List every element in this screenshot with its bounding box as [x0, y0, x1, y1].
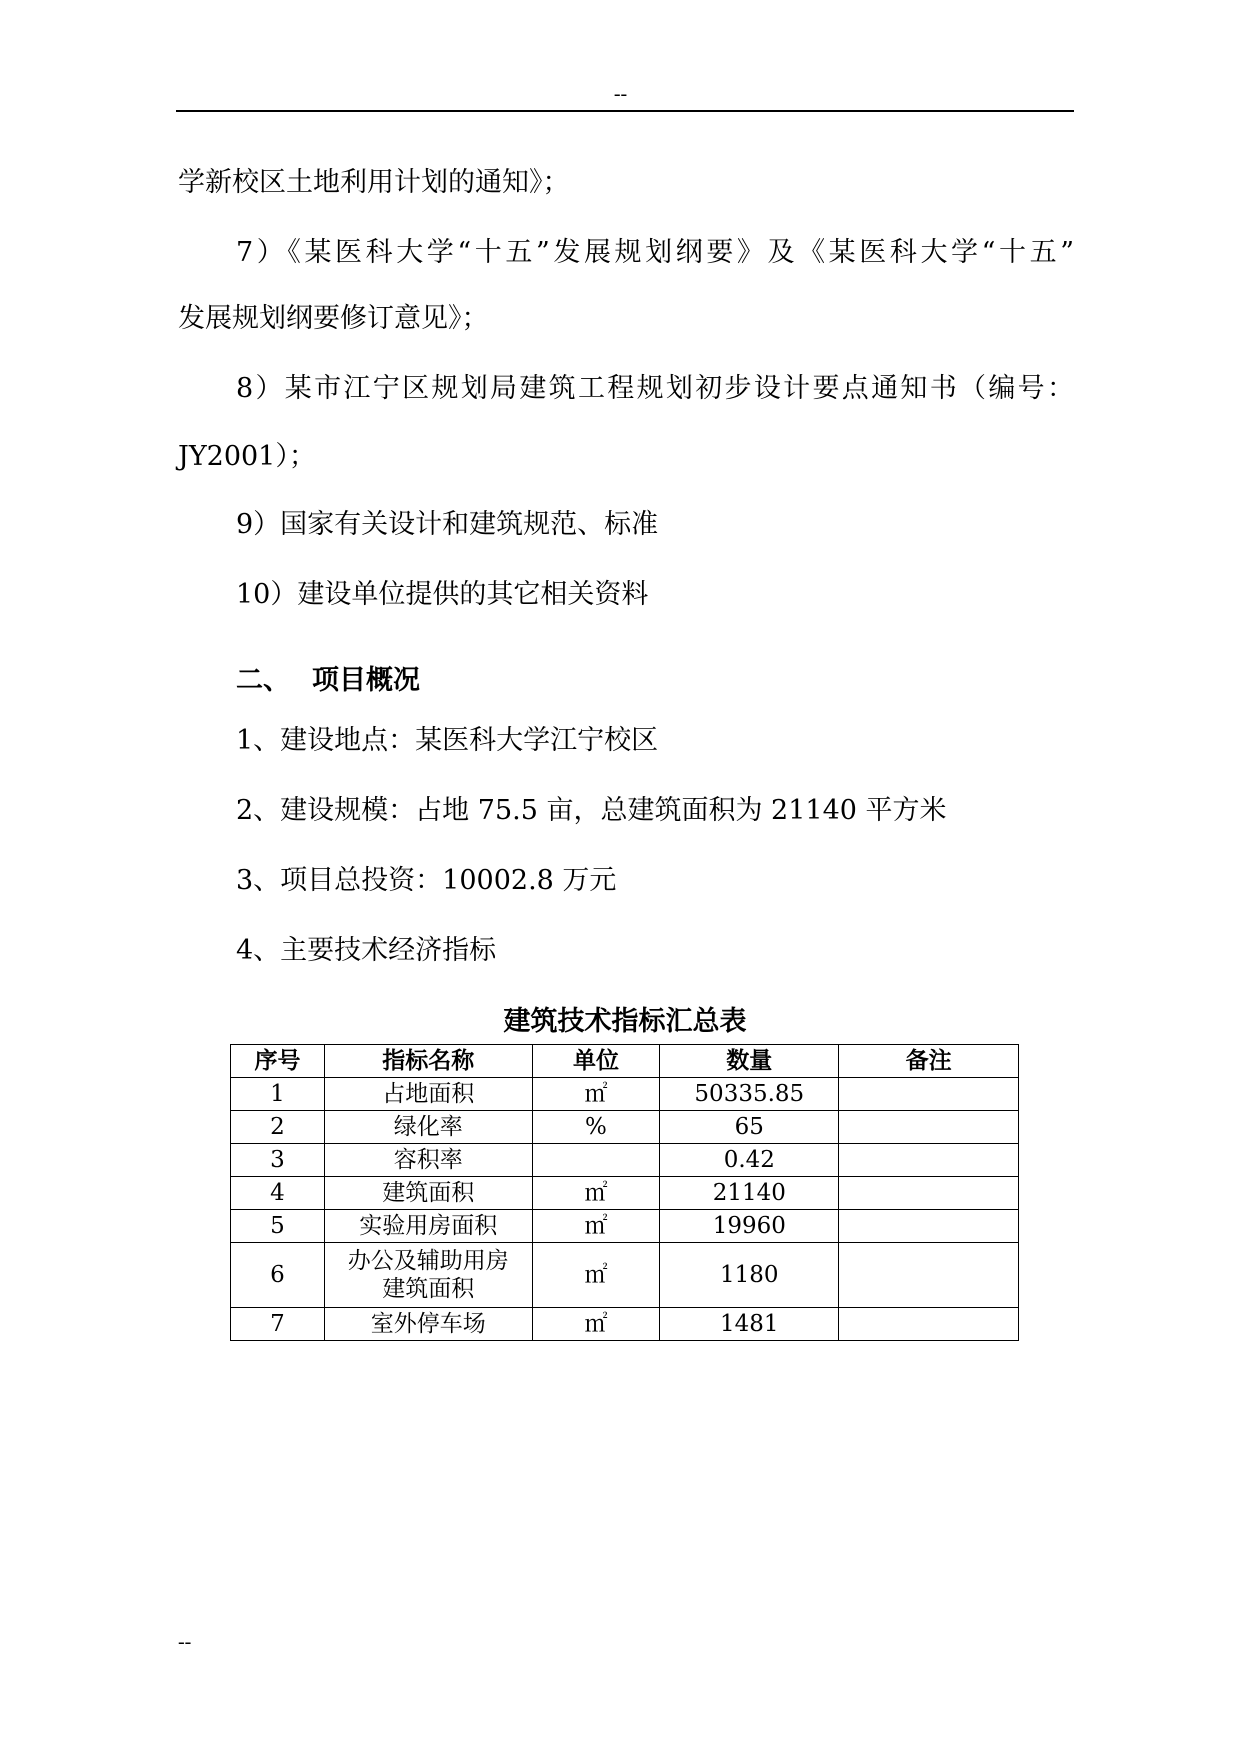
table-row — [231, 1078, 1019, 1111]
header-name: 指标名称 — [324, 1045, 532, 1078]
header-no: 序号 — [231, 1045, 325, 1078]
table-header-row — [231, 1045, 1019, 1078]
row-note — [839, 1078, 1019, 1111]
row-note — [839, 1111, 1019, 1144]
row-name: 室外停车场 — [324, 1308, 532, 1341]
body-line-1: 学新校区土地利用计划的通知》； — [178, 167, 570, 198]
row-unit: ㎡ — [532, 1078, 660, 1111]
row-name: 建筑面积 — [324, 1177, 532, 1210]
row-note — [839, 1308, 1019, 1341]
row-qty: 21140 — [660, 1177, 839, 1210]
row-name: 容积率 — [324, 1144, 532, 1177]
spec-table — [230, 1044, 1019, 1341]
row-unit: ㎡ — [532, 1243, 660, 1308]
row-unit: ㎡ — [532, 1210, 660, 1243]
row-qty: 50335.85 — [660, 1078, 839, 1111]
item-4: 4、主要技术经济指标 — [236, 935, 497, 966]
header-mark: -- — [613, 83, 628, 105]
row-qty: 65 — [660, 1111, 839, 1144]
row-note — [839, 1144, 1019, 1177]
row-qty: 0.42 — [660, 1144, 839, 1177]
body-line-6: 9）国家有关设计和建筑规范、标准 — [236, 509, 659, 540]
table-row — [231, 1210, 1019, 1243]
table-row — [231, 1144, 1019, 1177]
row-name: 实验用房面积 — [324, 1210, 532, 1243]
row-no: 2 — [231, 1111, 325, 1144]
row-unit: ㎡ — [532, 1308, 660, 1341]
row-no: 4 — [231, 1177, 325, 1210]
row-no: 7 — [231, 1308, 325, 1341]
row-name-line-1: 办公及辅助用房 — [347, 1248, 509, 1274]
row-name — [324, 1243, 532, 1308]
table-row — [231, 1308, 1019, 1341]
item-1: 1、建设地点：某医科大学江宁校区 — [236, 725, 659, 756]
row-unit — [532, 1144, 660, 1177]
row-note — [839, 1210, 1019, 1243]
item-3: 3、项目总投资：10002.8 万元 — [236, 865, 617, 896]
row-name-line-2: 建筑面积 — [382, 1276, 475, 1302]
row-no: 5 — [231, 1210, 325, 1243]
header-unit: 单位 — [532, 1045, 660, 1078]
header-qty: 数量 — [660, 1045, 839, 1078]
row-name: 绿化率 — [324, 1111, 532, 1144]
row-unit: % — [532, 1111, 660, 1144]
table-row — [231, 1177, 1019, 1210]
footer-mark: -- — [178, 1631, 192, 1653]
row-note — [839, 1243, 1019, 1308]
section-number: 二、 — [236, 665, 290, 696]
table-title: 建筑技术指标汇总表 — [503, 1006, 747, 1037]
row-note — [839, 1177, 1019, 1210]
row-name: 占地面积 — [324, 1078, 532, 1111]
row-no: 3 — [231, 1144, 325, 1177]
row-no: 6 — [231, 1243, 325, 1308]
body-line-2: 7）《某医科大学“十五”发展规划纲要》及《某医科大学“十五” — [236, 237, 1074, 268]
body-line-3: 发展规划纲要修订意见》； — [178, 303, 489, 334]
table-row — [231, 1243, 1019, 1308]
row-no: 1 — [231, 1078, 325, 1111]
header-rule — [176, 110, 1074, 112]
body-line-4: 8）某市江宁区规划局建筑工程规划初步设计要点通知书（编号： — [236, 373, 1074, 404]
header-note: 备注 — [839, 1045, 1019, 1078]
table-row — [231, 1111, 1019, 1144]
row-qty: 1180 — [660, 1243, 839, 1308]
body-line-7: 10）建设单位提供的其它相关资料 — [236, 579, 649, 610]
row-qty: 1481 — [660, 1308, 839, 1341]
row-unit: ㎡ — [532, 1177, 660, 1210]
section-title: 项目概况 — [312, 665, 420, 696]
body-line-5: JY2001）； — [178, 441, 316, 472]
item-2: 2、建设规模：占地 75.5 亩，总建筑面积为 21140 平方米 — [236, 795, 947, 826]
row-qty: 19960 — [660, 1210, 839, 1243]
